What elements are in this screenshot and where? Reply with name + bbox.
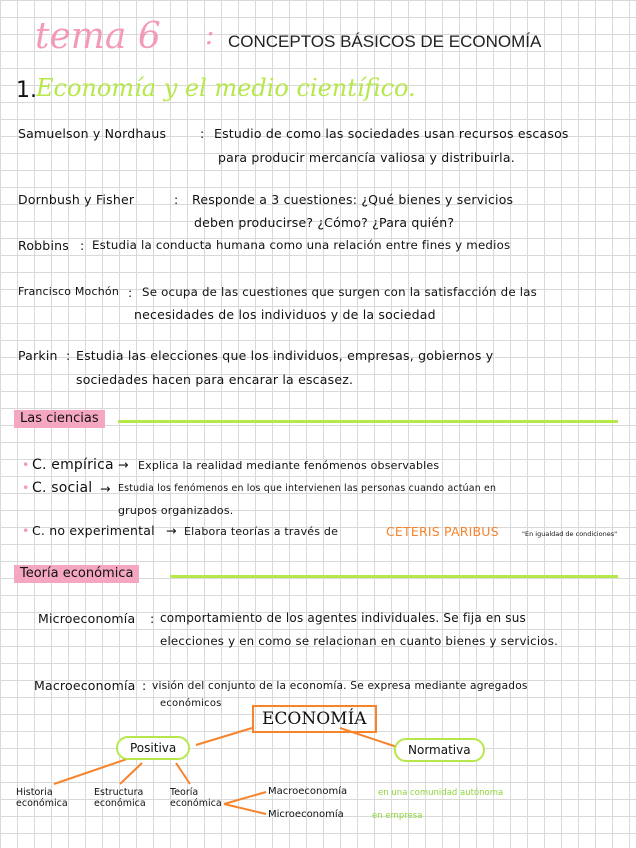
diagram-micro: Microeconomía <box>268 809 344 820</box>
diagram-node-positiva: Positiva <box>116 736 190 760</box>
ceteris-paribus-note: "En igualdad de condiciones" <box>522 530 618 538</box>
diagram-root-economia: ECONOMÍA <box>252 705 377 733</box>
macro-definition: visión del conjunto de la economía. Se expresa mediante agregados <box>152 680 528 692</box>
author-definition: Estudia las elecciones que los individuos, empresas, gobiernos y <box>76 348 494 363</box>
author-definition: para producir mercancía valiosa y distribuirla. <box>218 150 515 165</box>
ciencia-name: C. empírica <box>32 457 114 473</box>
diagram-leaf-estructura: Estructura económica <box>94 787 146 809</box>
diagram-leaf-historia: Historia económica <box>16 787 68 809</box>
author-definition: necesidades de los individuos y de la sociedad <box>134 307 436 322</box>
arrow-icon: → <box>166 523 177 538</box>
diagram-macro: Macroeconomía <box>268 786 348 797</box>
author-definition: sociedades hacen para encarar la escasez. <box>76 372 354 387</box>
author-sep: : <box>66 348 71 363</box>
section-label-ciencias: Las ciencias <box>14 410 105 428</box>
macro-definition: económicos <box>160 698 222 709</box>
arrow-icon: → <box>118 457 129 472</box>
ciencia-text: grupos organizados. <box>118 504 234 517</box>
author-definition: deben producirse? ¿Cómo? ¿Para quién? <box>194 215 455 230</box>
macro-name: Macroeconomía <box>34 678 136 693</box>
author-name: Parkin <box>18 348 58 363</box>
ciencia-text: Estudia los fenómenos en los que intervienen las personas cuando actúan en <box>118 483 497 494</box>
title-subtitle: CONCEPTOS BÁSICOS DE ECONOMÍA <box>228 32 542 51</box>
author-definition: Estudio de como las sociedades usan recursos escasos <box>214 126 569 141</box>
section-title: Economía y el medio científico. <box>36 74 416 102</box>
bullet-icon: • <box>22 480 30 495</box>
diagram-micro-note: en empresa <box>372 811 423 821</box>
author-sep: : <box>174 192 179 207</box>
author-sep: : <box>80 238 85 253</box>
ceteris-paribus-highlight: CETERIS PARIBUS <box>386 524 499 539</box>
author-name: Robbins <box>18 238 69 253</box>
title-tema: tema 6 <box>35 16 161 57</box>
author-sep: : <box>128 285 133 300</box>
micro-definition: comportamiento de los agentes individuales. Se fija en sus <box>160 611 527 625</box>
ciencia-text: Elabora teorías a través de <box>184 525 339 538</box>
section-label-teoria: Teoría económica <box>14 565 139 583</box>
author-name: Dornbush y Fisher <box>18 192 135 207</box>
micro-sep: : <box>150 611 155 626</box>
bullet-icon: • <box>22 523 30 538</box>
micro-name: Microeconomía <box>38 611 136 626</box>
arrow-icon: → <box>100 481 111 496</box>
author-name: Samuelson y Nordhaus <box>18 126 167 141</box>
ciencia-text: Explica la realidad mediante fenómenos observables <box>138 459 440 472</box>
macro-sep: : <box>142 678 147 693</box>
author-definition: Se ocupa de las cuestiones que surgen con la satisfacción de las <box>142 285 538 299</box>
author-name: Francisco Mochón <box>18 285 120 298</box>
author-definition: Responde a 3 cuestiones: ¿Qué bienes y servicios <box>192 192 514 207</box>
author-sep: : <box>200 126 205 141</box>
ciencia-name: C. no experimental <box>32 523 155 538</box>
section-number: 1. <box>16 78 37 103</box>
title-colon: : <box>205 18 215 51</box>
diagram-macro-note: en una comunidad autónoma <box>378 788 504 798</box>
diagram-leaf-teoria: Teoría económica <box>170 787 222 809</box>
author-definition: Estudia la conducta humana como una relación entre fines y medios <box>92 238 511 252</box>
micro-definition: elecciones y en como se relacionan en cuanto bienes y servicios. <box>160 634 559 648</box>
ciencia-name: C. social <box>32 480 93 496</box>
bullet-icon: • <box>22 457 30 472</box>
diagram-node-normativa: Normativa <box>394 738 485 762</box>
